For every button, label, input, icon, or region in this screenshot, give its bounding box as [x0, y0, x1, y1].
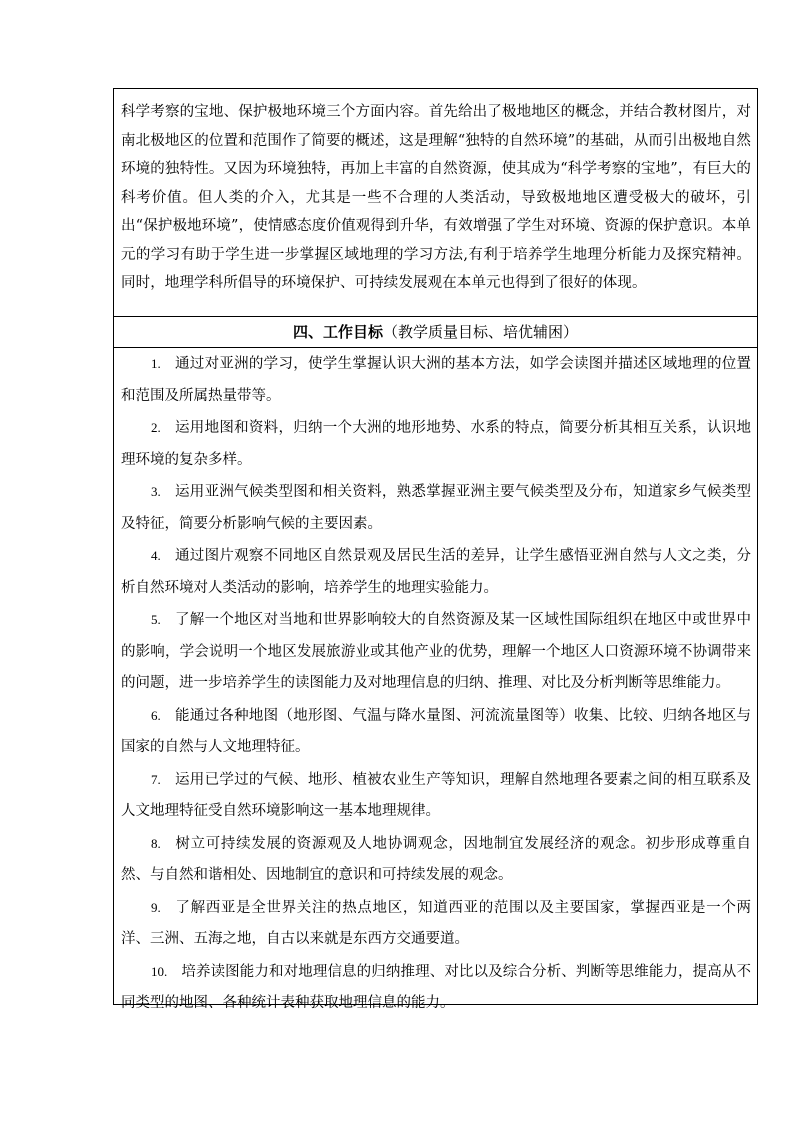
item-number: 8.: [151, 835, 161, 851]
item-text: 培养读图能力和对地理信息的归纳推理、对比以及综合分析、判断等思维能力，提高从不同类型的地图、各种统计表种获取地理信息的能力。: [121, 963, 751, 1011]
list-item: [121, 764, 751, 828]
item-text: 了解一个地区对当地和世界影响较大的自然资源及某一区域性国际组织在地区中或世界中的影响，学会说明一个地区发展旅游业或其他产业的优势，理解一个地区人口资源环境不协调带来的问题，进一步培养学生的读图能力及对地理信息的归纳、推理、对比及分析判断等思维能力。: [121, 612, 751, 691]
intro-paragraph: 科学考察的宝地、保护极地环境三个方面内容。首先给出了极地地区的概念，并结合教材图片，对南北极地区的位置和范围作了简要的概述，这是理解“独特的自然环境”的基础，从而引出极地自然环境的独特性。又因为环境独特，再加上丰富的自然资源，使其成为“科学考察的宝地”，有巨大的科考价值。但人类的介入，尤其是一些不合理的人类活动，导致极地地区遭受极大的破坏，引出“保护极地环境”，使情感态度价值观得到升华，有效增强了学生对环境、资源的保护意识。本单元的学习有助于学生进一步掌握区域地理的学习方法,有利于培养学生地理分析能力及探究精神。同时，地理学科所倡导的环境保护、可持续发展观在本单元也得到了很好的体现。: [121, 104, 751, 291]
item-number: 6.: [151, 707, 161, 723]
item-text: 通过图片观察不同地区自然景观及居民生活的差异，让学生感悟亚洲自然与人文之类，分析自然环境对人类活动的影响，培养学生的地理实验能力。: [121, 548, 751, 596]
item-number: 3.: [151, 484, 161, 499]
item-number: 10.: [151, 963, 168, 979]
item-text: 能通过各种地图（地形图、气温与降水量图、河流流量图等）收集、比较、归纳各地区与国家的自然与人文地理特征。: [121, 707, 751, 755]
list-item: [121, 828, 751, 892]
item-number: 5.: [151, 612, 161, 627]
item-text: 运用已学过的气候、地形、植被农业生产等知识，理解自然地理各要素之间的相互联系及人文地理特征受自然环境影响这一基本地理规律。: [121, 771, 751, 819]
item-text: 通过对亚洲的学习，使学生掌握认识大洲的基本方法，如学会读图并描述区域地理的位置和范围及所属热量带等。: [121, 356, 751, 404]
item-number: 9.: [151, 899, 161, 915]
section-title-rest: （教学质量目标、培优辅困）: [383, 323, 579, 341]
list-item: [121, 348, 751, 412]
content-table: [113, 88, 758, 1011]
item-number: 4.: [151, 548, 161, 563]
item-number: 1.: [151, 356, 161, 371]
item-text: 树立可持续发展的资源观及人地协调观念，因地制宜发展经济的观念。初步形成尊重自然、与自然和谐相处、因地制宜的意识和可持续发展的观念。: [121, 835, 751, 883]
item-number: 7.: [151, 771, 161, 787]
item-text: 运用亚洲气候类型图和相关资料，熟悉掌握亚洲主要气候类型及分布，知道家乡气候类型及特征，简要分析影响气候的主要因素。: [121, 484, 751, 532]
list-item: [121, 956, 751, 1020]
objectives-list: [114, 348, 757, 1020]
item-text: 了解西亚是全世界关注的热点地区，知道西亚的范围以及主要国家，掌握西亚是一个两洋、三洲、五海之地，自古以来就是东西方交通要道。: [121, 899, 751, 947]
item-text: 运用地图和资料，归纳一个大洲的地形地势、水系的特点，简要分析其相互关系，认识地理环境的复杂多样。: [121, 420, 751, 468]
list-item: [121, 540, 751, 604]
section-heading: [114, 317, 757, 348]
list-item: [121, 476, 751, 540]
list-item: [121, 892, 751, 956]
intro-cell: [114, 89, 757, 317]
list-item: [121, 604, 751, 700]
list-item: [121, 412, 751, 476]
section-title-bold: 四、工作目标: [292, 323, 383, 341]
list-item: [121, 700, 751, 764]
item-number: 2.: [151, 420, 161, 435]
